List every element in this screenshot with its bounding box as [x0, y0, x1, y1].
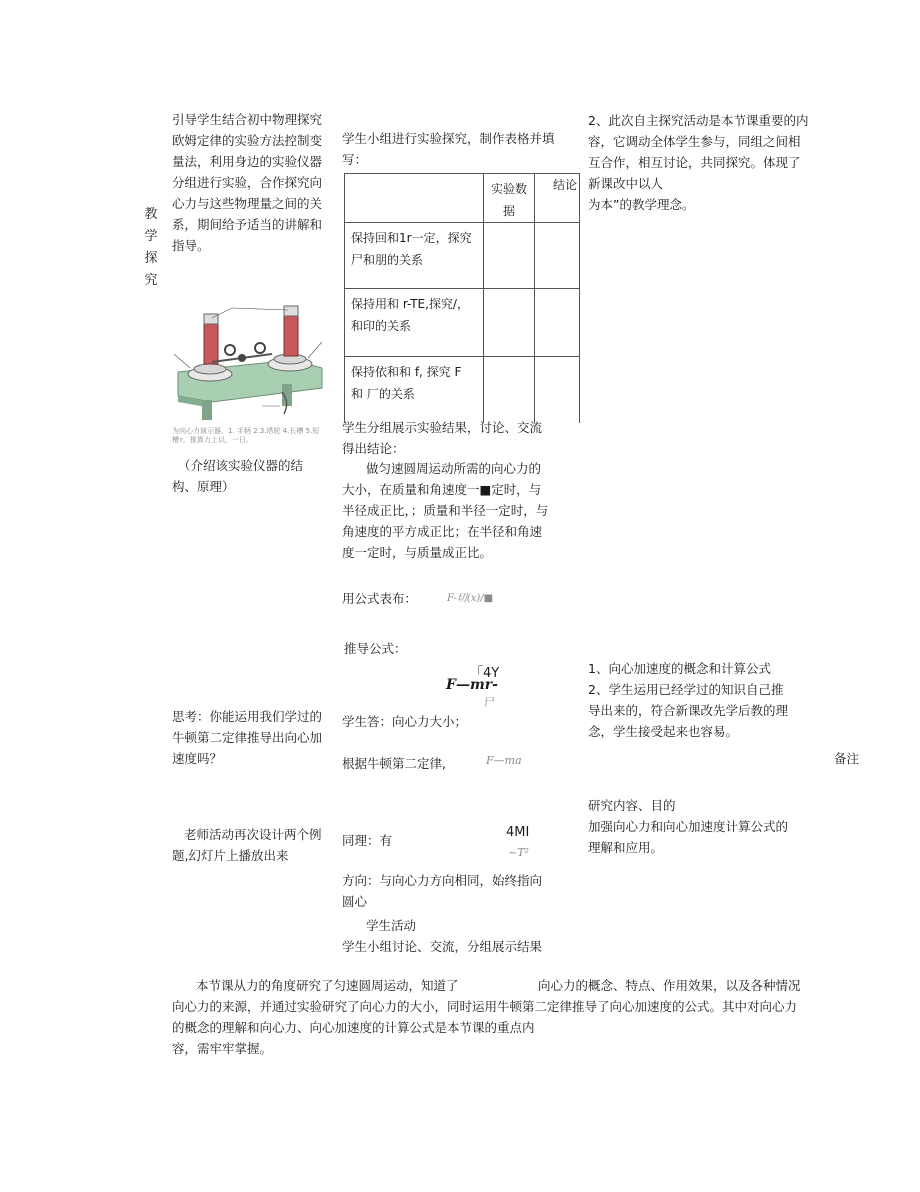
table-row-label: 保持用和 r-TE,探究/，和印的关系	[351, 297, 469, 333]
newton-label: 根据牛顿第二定律,	[342, 756, 446, 771]
table-header-cell	[345, 174, 484, 223]
vertical-label-char: 教	[144, 207, 158, 222]
similarly-label: 同理：有	[342, 833, 393, 848]
vertical-label-char: 学	[144, 229, 158, 244]
apparatus-icon	[172, 302, 324, 428]
table-row-label-cell	[345, 223, 484, 289]
table-row	[345, 289, 580, 357]
table-conclusion-cell	[535, 357, 580, 423]
table-row-label-cell	[345, 289, 484, 357]
research-detail: 加强向心力和向心加速度计算公式的理解和应用。	[588, 819, 789, 855]
table-row-label-cell	[345, 357, 484, 423]
list-item-1: 1、向心加速度的概念和计算公式	[588, 661, 771, 676]
image-caption-1: 为向心力演示器，1. 手柄 2.3.塔轮 4.长槽 5.短槽	[172, 427, 320, 444]
vertical-label-char: 探	[144, 251, 158, 266]
group-intro: 学生小组进行实验探究，制作表格并填写：	[342, 131, 555, 167]
image-note: （介绍该实验仪器的结构、原理）	[172, 458, 304, 494]
student-answer: 学生答：向心力大小；	[342, 714, 468, 729]
experiment-table	[344, 173, 580, 423]
derive-label: 推导公式：	[344, 641, 407, 656]
header-conclusion-label: 结论	[552, 178, 577, 192]
summary-part1: 本节课从力的角度研究了匀速圆周运动，知道了	[196, 978, 459, 993]
table-row-label: 保持依和和 f, 探究 F 和 厂的关系	[351, 365, 462, 401]
table-row-label: 保持回和1r一定，探究尸和朋的关系	[351, 231, 472, 267]
formula-label: 用公式表布：	[342, 591, 418, 606]
student-activity-text: 学生小组讨论、交流，分组展示结果	[342, 939, 543, 954]
image-caption-2: r，推算力上以，一日。	[180, 436, 253, 444]
summary-part3: 容，需牢牢掌握。	[172, 1041, 273, 1056]
table-row	[345, 223, 580, 289]
vertical-label	[143, 204, 159, 292]
table-header-row	[345, 174, 580, 223]
derive-formula-main: F—mr-	[446, 677, 498, 693]
table-conclusion-cell	[535, 223, 580, 289]
header-data-label: 实验数据	[490, 182, 527, 218]
table-header-cell	[535, 174, 580, 223]
table-data-cell	[484, 289, 535, 357]
table-header-cell	[484, 174, 535, 223]
formula-expression: F-切(x)/■	[447, 593, 494, 604]
table-data-cell	[484, 223, 535, 289]
student-activity-title: 学生活动	[366, 918, 417, 933]
similarly-formula-top: 4MI	[506, 825, 530, 840]
remark-label: 备注	[834, 751, 860, 766]
table-data-cell	[484, 357, 535, 423]
derive-formula-bottom: 尸	[484, 696, 495, 709]
summary-part2: 向心力的概念、特点、作用效果，以及各种情况向心力的来源，并通过实验研究了向心力的大小，同时运用牛顿第二定律推导了向心加速度的公式。其中对向心力的概念的理解和向心力、向心加速度的计算公式是本节课的重点内	[172, 978, 801, 1035]
show-results: 学生分组展示实验结果，讨论、交流得出结论：	[342, 420, 543, 456]
conclusion-text: 做匀速圆周运动所需的向心力的大小，在质量和角速度一■定时，与半径成正比，；质量和半径一定时，与角速度的平方成正比；在半径和角速度一定时，与质量成正比。	[342, 461, 549, 560]
activity-significance: 2、此次自主探究活动是本节课重要的内容，它调动全体学生参与，同组之间相互合作，相互讨论，共同探究。体现了新课改中以人	[588, 113, 809, 191]
list-item-2: 2、学生运用已经学过的知识自己推导出来的，符合新课改先学后教的理念，学生接受起来也容易。	[588, 682, 789, 739]
think-question: 思考：你能运用我们学过的牛顿第二定律推导出向心加速度吗？	[172, 709, 323, 766]
activity-significance-end: 为本”的教学理念。	[588, 197, 695, 212]
derive-formula-top: 「4Y	[470, 666, 500, 681]
research-title: 研究内容、目的	[588, 798, 676, 813]
table-conclusion-cell	[535, 289, 580, 357]
direction-text: 方向：与向心力方向相同，始终指向圆心	[342, 873, 543, 909]
newton-formula: F—ma	[486, 754, 522, 767]
teacher-activity: 老师活动再次设计两个例题,幻灯片上播放出来	[172, 827, 322, 863]
intro-text: 引导学生结合初中物理探究欧姆定律的实验方法控制变量法，利用身边的实验仪器分组进行实验，合作探究向心力与这些物理量之间的关系，期间给予适当的讲解和指导。	[172, 112, 323, 253]
centripetal-apparatus-image	[172, 302, 324, 428]
vertical-label-char: 究	[144, 273, 158, 288]
table-row	[345, 357, 580, 423]
similarly-formula-bottom: ~T²	[508, 846, 529, 859]
